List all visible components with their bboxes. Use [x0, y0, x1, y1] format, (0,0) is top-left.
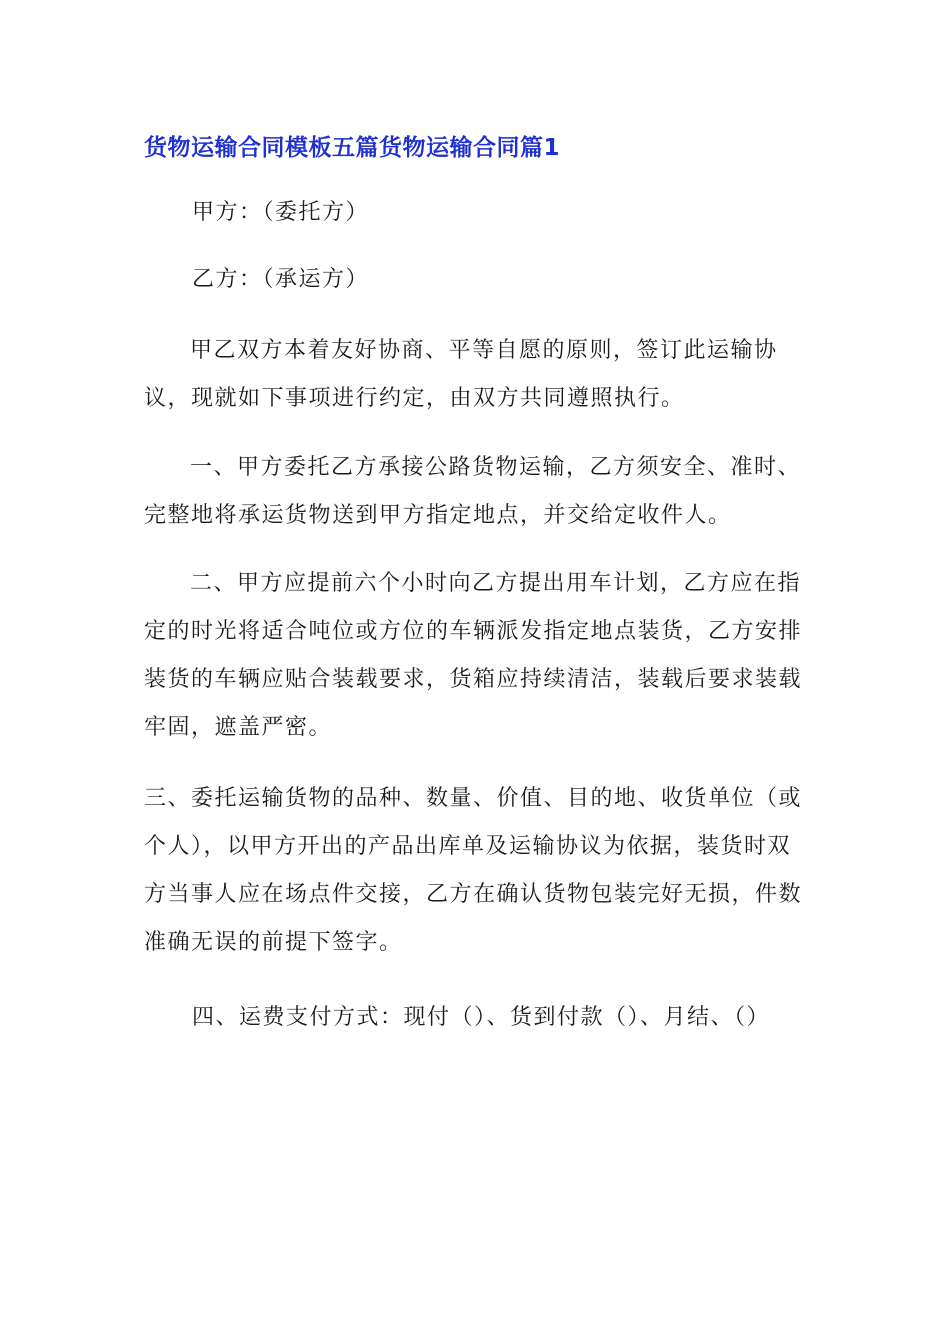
clause-3-paragraph: 三、委托运输货物的品种、数量、价值、目的地、收货单位（或个人），以甲方开出的产品出库单及运输协议为依据，装货时双方当事人应在场点件交接，乙方在确认货物包装完好无损，件数准确无误的前提下签字。 [144, 786, 803, 955]
clause-1-paragraph: 一、甲方委托乙方承接公路货物运输，乙方须安全、准时、完整地将承运货物送到甲方指定地点，并交给定收件人。 [144, 455, 802, 528]
intro-paragraph: 甲乙双方本着友好协商、平等自愿的原则，签订此运输协议，现就如下事项进行约定，由双方共同遵照执行。 [144, 338, 778, 411]
party-a-line: 甲方：（委托方） [192, 200, 370, 225]
clause-4-line: 四、运费支付方式：现付（）、货到付款（）、月结、（） [192, 1005, 771, 1030]
clause-2-paragraph: 二、甲方应提前六个小时向乙方提出用车计划，乙方应在指定的时光将适合吨位或方位的车辆派发指定地点装货，乙方安排装货的车辆应贴合装载要求，货箱应持续清洁，装载后要求装载牢固，遮盖严密。 [144, 571, 803, 740]
document-title: 货物运输合同模板五篇货物运输合同篇1 [144, 135, 561, 161]
party-b-line: 乙方：（承运方） [192, 267, 370, 292]
